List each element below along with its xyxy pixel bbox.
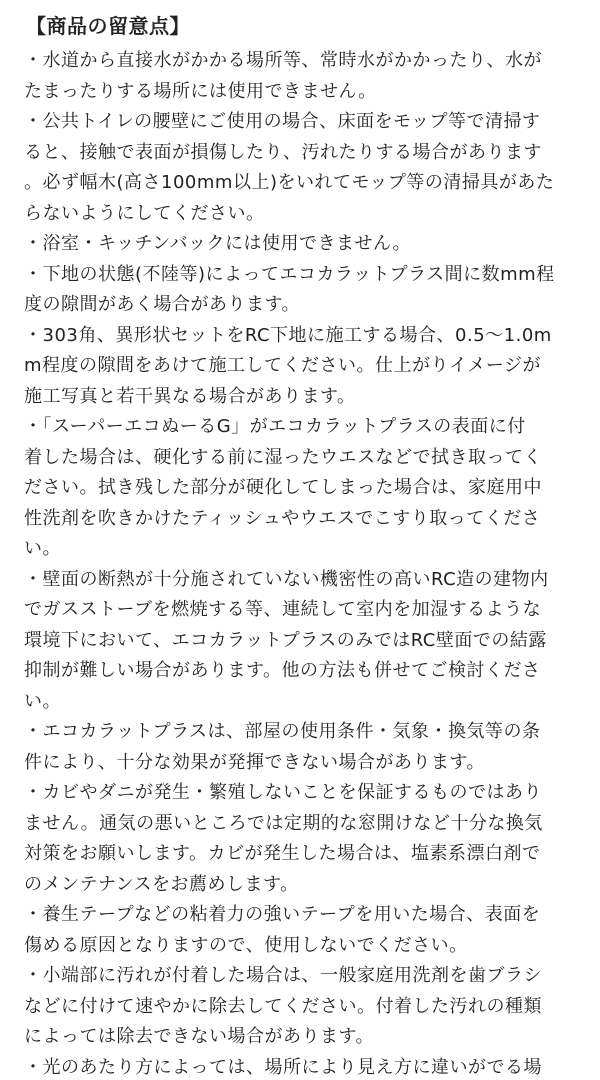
note-line: 環境下において、エコカラットプラスのみではRC壁面での結露	[24, 629, 547, 651]
note-line: ・カビやダニが発生・繁殖しないことを保証するものではあり	[24, 782, 542, 803]
note-line: でガスストーブを燃焼する等、連続して室内を加湿するような	[24, 599, 542, 620]
note-line: m程度の隙間をあけて施工してください。仕上がりイメージが	[24, 355, 541, 376]
note-line: ・303角、異形状セットをRC下地に施工する場合、0.5～1.0m	[24, 324, 552, 346]
note-line: たまったりする場所には使用できません。	[24, 80, 377, 102]
note-line: のメンテナンスをお薦めします。	[24, 873, 299, 895]
note-line: 着した場合は、硬化する前に湿ったウエスなどで拭き取ってく	[24, 446, 542, 468]
note-line: 性洗剤を吹きかけたティッシュやウエスでこすり取ってくださ	[24, 507, 541, 529]
note-line: 件により、十分な効果が発揮できない場合があります。	[24, 751, 486, 773]
note-line: 傷める原因となりますので、使用しないでください。	[24, 934, 468, 956]
note-line: ません。通気の悪いところでは定期的な窓開けなど十分な換気	[24, 812, 543, 834]
note-line: い。	[24, 538, 61, 559]
note-line: 度の隙間があく場合があります。	[24, 294, 301, 315]
note-line: ・小端部に汚れが付着した場合は、一般家庭用洗剤を歯ブラシ	[24, 965, 542, 986]
note-line: ・公共トイレの腰壁にご使用の場合、床面をモップ等で清掃す	[24, 111, 541, 132]
note-line: ・「スーパーエコぬーるG」がエコカラットプラスの表面に付	[24, 416, 526, 437]
note-line: ・光のあたり方によっては、場所により見え方に違いがでる場	[24, 1056, 542, 1078]
note-line: ・エコカラットプラスは、部屋の使用条件・気象・換気等の条	[24, 721, 541, 742]
note-line: 施工写真と若干異なる場合があります。	[24, 385, 356, 407]
note-line: い。	[24, 690, 61, 712]
note-line: などに付けて速やかに除去してください。付着した汚れの種類	[24, 995, 542, 1017]
note-line: 対策をお願いします。カビが発生した場合は、塩素系漂白剤で	[24, 843, 541, 864]
note-line: 抑制が難しい場合があります。他の方法も併せてご検討くださ	[24, 660, 541, 681]
note-line: ださい。拭き残した部分が硬化してしまった場合は、家庭用中	[24, 477, 542, 498]
note-line: 。必ず幅木(高さ100mm以上)をいれてモップ等の清掃具があた	[24, 172, 555, 193]
note-line: ・水道から直接水がかかる場所等、常時水がかかったり、水が	[24, 50, 542, 71]
note-line: によっては除去できない場合があります。	[24, 1026, 375, 1047]
note-line: ると、接触で表面が損傷したり、汚れたりする場合があります	[24, 141, 542, 163]
note-line: ・下地の状態(不陸等)によってエコカラットプラス間に数mm程	[24, 263, 555, 285]
section-title: 【商品の留意点】	[26, 14, 190, 38]
note-line: ・浴室・キッチンバックには使用できません。	[24, 233, 412, 254]
note-line: ・壁面の断熱が十分施されていない機密性の高いRC造の建物内	[24, 568, 549, 590]
note-line: ・養生テープなどの粘着力の強いテープを用いた場合、表面を	[24, 904, 541, 925]
note-line: らないようにしてください。	[24, 202, 265, 224]
